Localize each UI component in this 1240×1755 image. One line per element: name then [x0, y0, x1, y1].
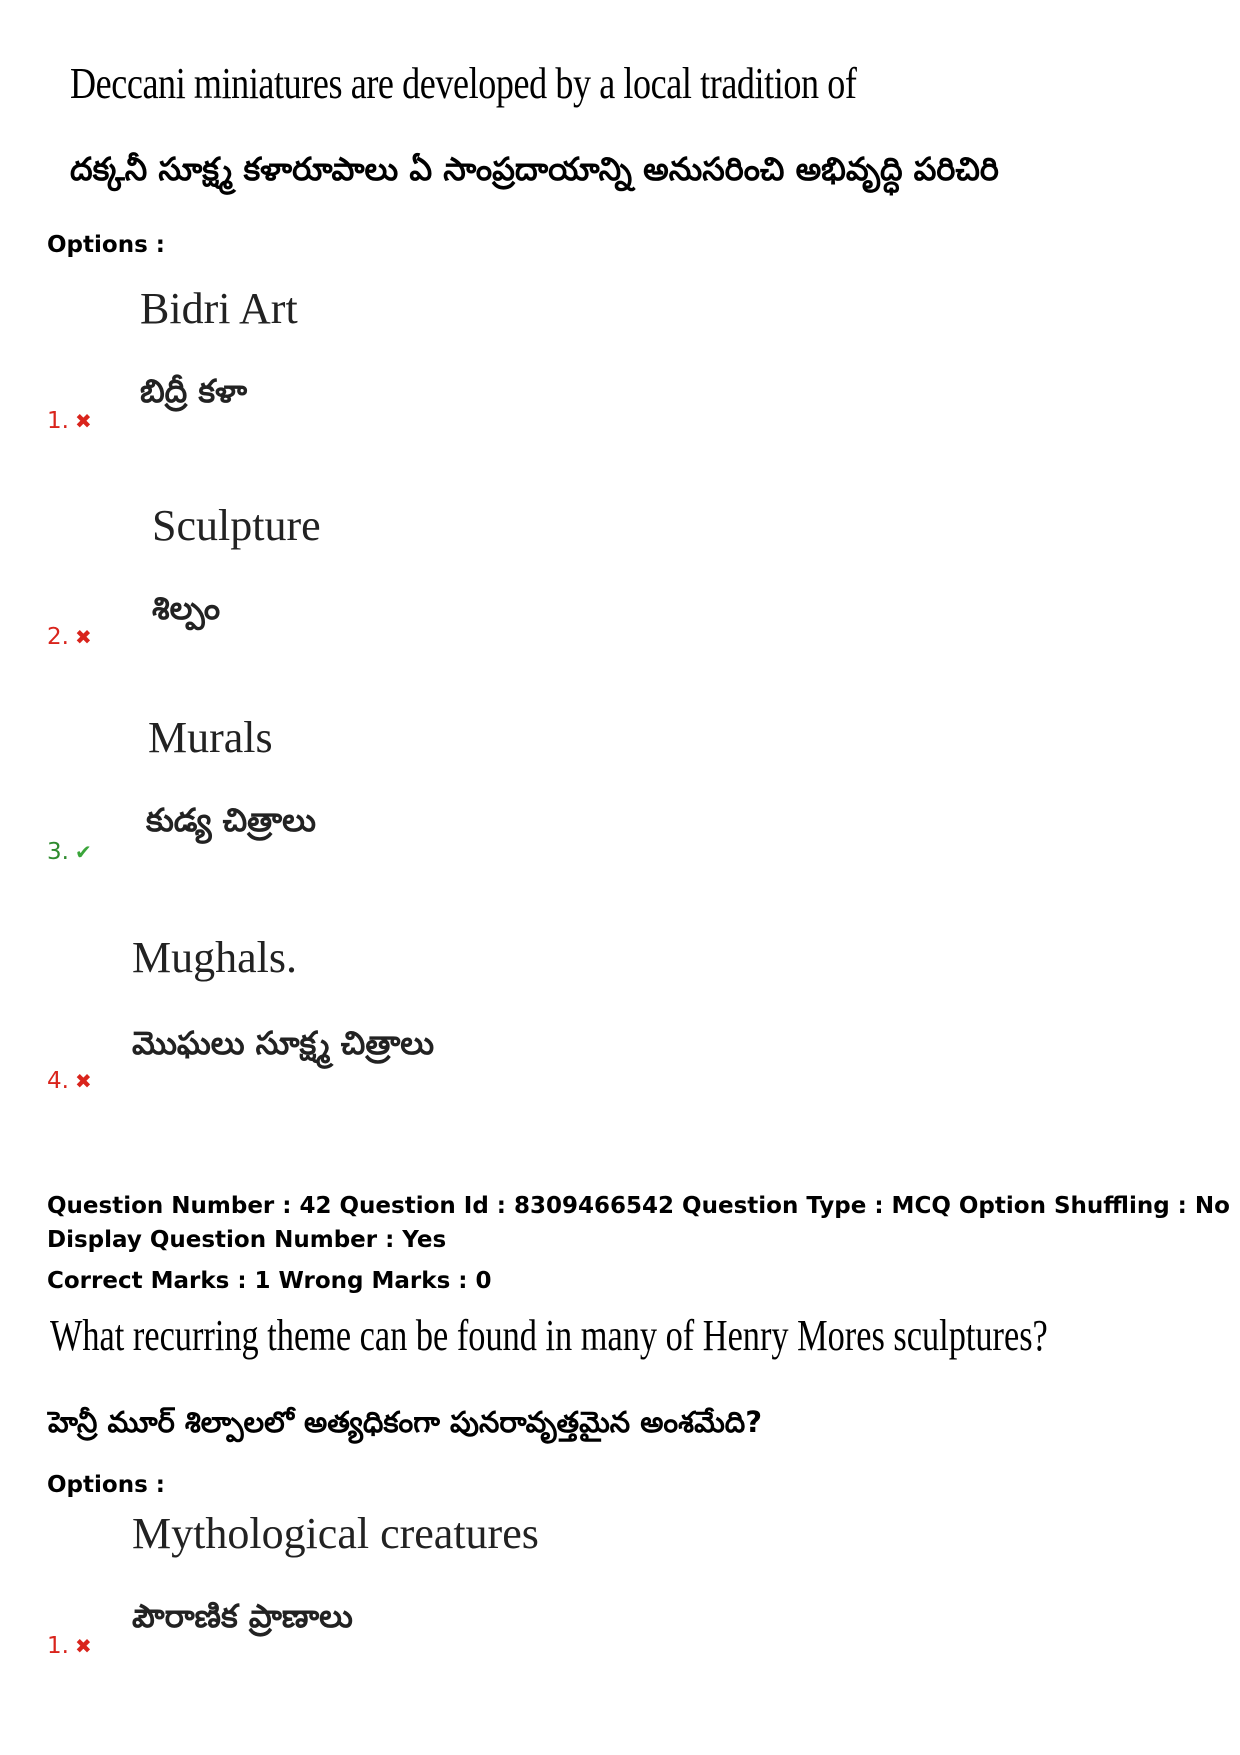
- option-number: [47, 408, 92, 434]
- cross-icon: ✖: [74, 625, 92, 649]
- option-number-label: 2.: [47, 624, 69, 650]
- check-icon: ✔: [74, 840, 92, 864]
- option-number: [47, 1068, 92, 1094]
- option-text-en: Mythological creatures: [132, 1509, 539, 1558]
- question-marks: Correct Marks : 1 Wrong Marks : 0: [47, 1268, 492, 1294]
- question-meta-display: Display Question Number : Yes: [47, 1227, 447, 1253]
- question-text-te: దక్కనీ సూక్ష్మ కళారూపాలు ఏ సాంప్రదాయాన్ని అనుసరించి అభివృద్ధి పరిచిరి: [70, 150, 999, 188]
- option-number-label: 4.: [47, 1068, 69, 1094]
- option-text-te: మొఘలు సూక్ష్మ చిత్రాలు: [132, 1024, 435, 1062]
- question-meta: Question Number : 42 Question Id : 8309466542 Question Type : MCQ Option Shuffling : No: [47, 1193, 1230, 1219]
- question-text-te: హెన్రీ మూర్ శిల్పాలలో అత్యధికంగా పునరావృత్తమైన అంశమేది?: [48, 1405, 763, 1439]
- cross-icon: ✖: [74, 1069, 92, 1093]
- option-number: [47, 624, 92, 650]
- option-number: [47, 1633, 92, 1659]
- options-label: Options :: [47, 232, 165, 258]
- cross-icon: ✖: [74, 409, 92, 433]
- option-text-te: శిల్పం: [152, 589, 221, 627]
- option-number-label: 1.: [47, 1633, 69, 1659]
- cross-icon: ✖: [74, 1634, 92, 1658]
- option-text-en: Sculpture: [152, 501, 321, 550]
- option-text-en: Mughals.: [132, 933, 297, 982]
- option-text-en: Murals: [148, 713, 273, 762]
- option-number-label: 3.: [47, 839, 69, 865]
- question-text-en: What recurring theme can be found in many of Henry Mores sculptures?: [50, 1311, 1048, 1360]
- question-text-en: Deccani miniatures are developed by a local tradition of: [70, 59, 857, 108]
- option-text-te: కుడ్య చిత్రాలు: [146, 801, 316, 839]
- option-text-te: పౌరాణిక ప్రాణాలు: [132, 1597, 353, 1635]
- option-text-en: Bidri Art: [140, 284, 298, 333]
- options-label: Options :: [47, 1472, 165, 1498]
- option-text-te: బిద్రీ కళా: [140, 372, 248, 410]
- option-number-label: 1.: [47, 408, 69, 434]
- option-number: [47, 839, 92, 865]
